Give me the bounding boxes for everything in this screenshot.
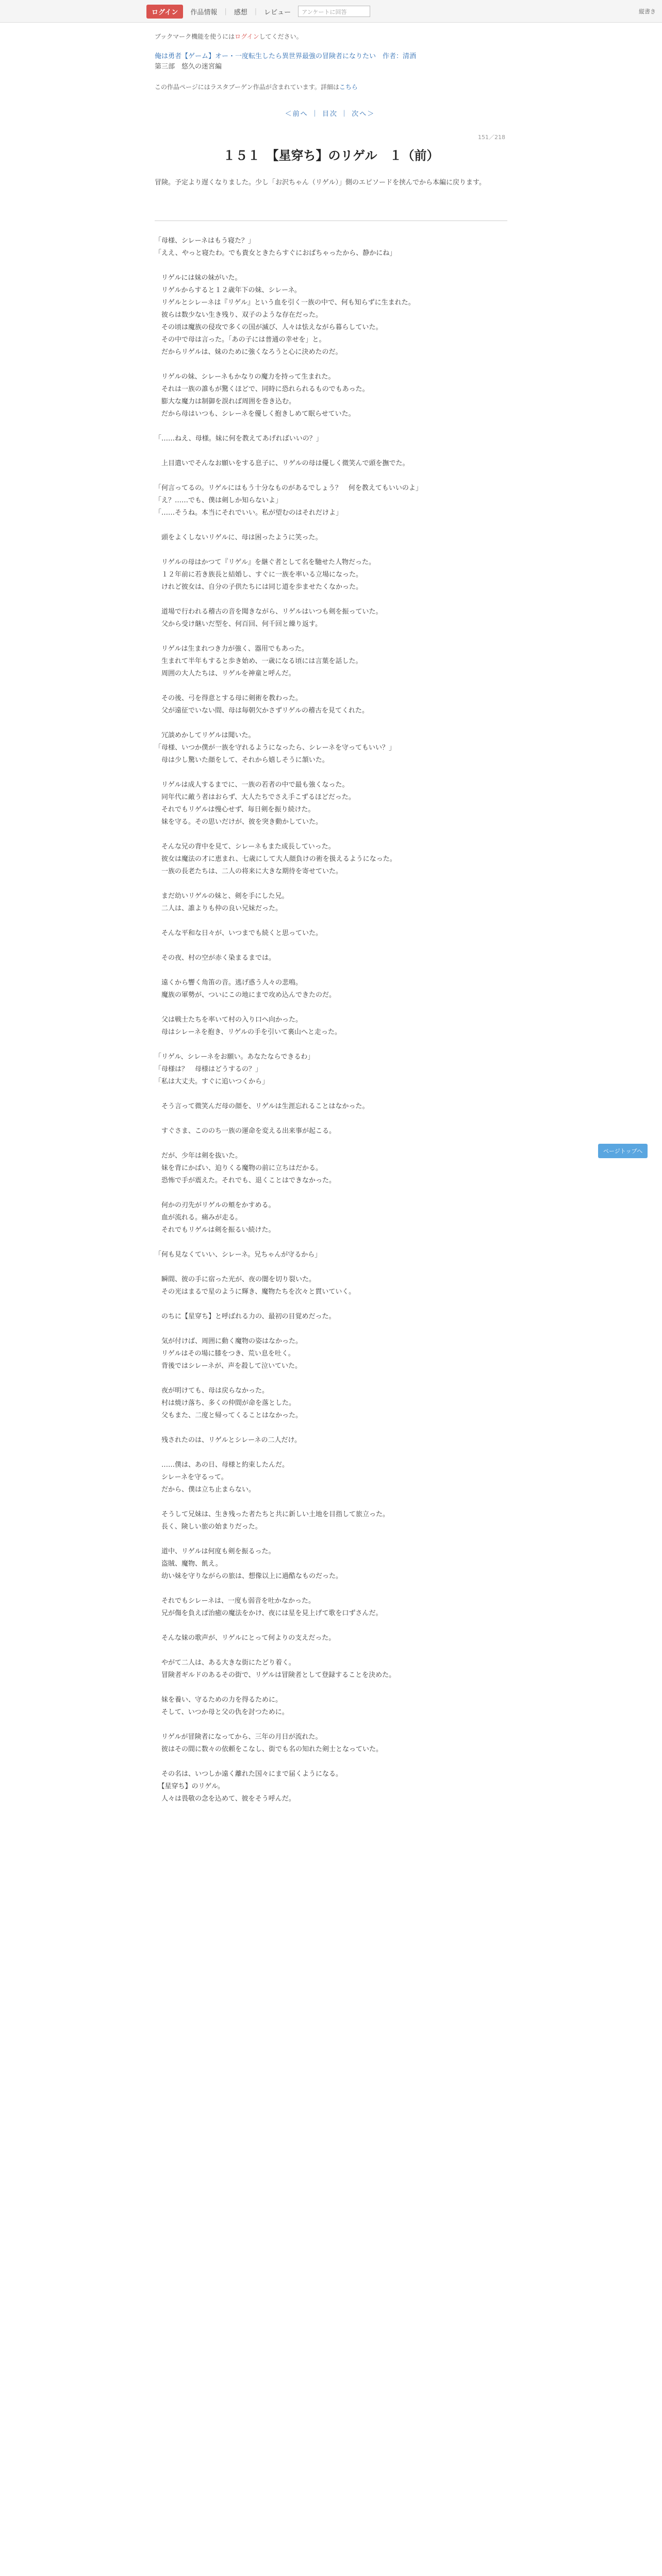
body-paragraph: 「……ねえ、母様。妹に何を教えてあげればいいの？」 xyxy=(155,435,323,443)
blank-line xyxy=(155,544,507,556)
body-paragraph: 一族の長老たちは、二人の将来に大きな期待を寄せていた。 xyxy=(155,868,343,875)
body-paragraph: １２年前に若き族長と結婚し、すぐに一族を率いる立場になった。 xyxy=(155,571,363,579)
body-paragraph: そんな平和な日々が、いつまでも続くと思っていた。 xyxy=(155,929,323,937)
body-paragraph: 生まれて半年もすると歩き始め、一歳になる頃には言葉を話した。 xyxy=(155,657,362,665)
nav-link-impressions[interactable]: 感想 xyxy=(234,8,247,16)
body-paragraph: リゲルが冒険者になってから、三年の月日が流れた。 xyxy=(155,1733,322,1741)
blank-line xyxy=(155,445,507,457)
content-warning-text: この作品ページにはラスタブーゲン作品が含まれています。詳細は xyxy=(155,83,339,91)
blank-line xyxy=(155,940,507,952)
blank-line xyxy=(155,717,507,730)
blank-line xyxy=(155,1261,507,1274)
body-paragraph: けれど彼女は、自分の子供たちには同じ道を歩ませたくなかった。 xyxy=(155,583,363,591)
body-paragraph: 道場で行われる稽古の音を聞きながら、リゲルはいつも剣を振っていた。 xyxy=(155,608,383,616)
blank-line xyxy=(155,1323,507,1335)
body-paragraph: 「母様、シレーネはもう寝た？」 xyxy=(155,237,255,245)
body-paragraph: 彼はその間に数々の依頼をこなし、街でも名の知れた剣士となっていた。 xyxy=(155,1745,383,1753)
body-paragraph: それでもリゲルは剣を振るい続けた。 xyxy=(155,1226,275,1234)
chapter-body xyxy=(155,235,507,1805)
body-paragraph: 冗談めかしてリゲルは聞いた。 xyxy=(155,732,255,739)
chapter-pager xyxy=(268,108,392,118)
blank-line xyxy=(155,1422,507,1434)
body-paragraph: そんな妹の歌声が、リゲルにとって何よりの支えだった。 xyxy=(155,1634,336,1642)
body-paragraph: 父もまた、二度と帰ってくることはなかった。 xyxy=(155,1412,303,1419)
body-paragraph: 妹を守る。その思いだけが、彼を突き動かしていた。 xyxy=(155,818,323,826)
body-paragraph: 道中、リゲルは何度も剣を振るった。 xyxy=(155,1548,275,1555)
blank-line xyxy=(155,915,507,927)
body-paragraph: リゲルの妹、シレーネもかなりの魔力を持って生まれた。 xyxy=(155,373,335,381)
blank-line xyxy=(155,1187,507,1199)
blank-line xyxy=(155,1719,507,1731)
body-paragraph: 村は焼け落ち、多くの仲間が命を落とした。 xyxy=(155,1399,296,1407)
body-paragraph: 「私は大丈夫。すぐに追いつくから」 xyxy=(155,1078,269,1086)
body-paragraph: 「……そうね。本当にそれでいい。私が望むのはそれだけよ」 xyxy=(155,509,343,517)
chapter-counter: 151／218 xyxy=(478,134,505,141)
blank-line xyxy=(155,828,507,841)
body-paragraph: 母はシレーネを抱き、リゲルの手を引いて裏山へと走った。 xyxy=(155,1028,341,1036)
body-paragraph: 幼い妹を守りながらの旅は、想像以上に過酷なものだった。 xyxy=(155,1572,343,1580)
body-paragraph: まだ幼いリゲルの妹と、剣を手にした兄。 xyxy=(155,892,289,900)
body-paragraph: 冒険者ギルドのあるその街で、リゲルは冒険者として登録することを決めた。 xyxy=(155,1671,396,1679)
body-paragraph: 彼らは数少ない生き残り、双子のような存在だった。 xyxy=(155,311,323,319)
body-paragraph: 長く、険しい旅の始まりだった。 xyxy=(155,1523,262,1531)
nav-separator: | xyxy=(224,7,227,15)
story-header xyxy=(155,52,516,72)
body-paragraph: 気が付けば、周囲に動く魔物の姿はなかった。 xyxy=(155,1337,303,1345)
body-paragraph: 「何言ってるの。リゲルにはもう十分なものがあるでしょう？ 何を教えてもいいのよ」 xyxy=(155,484,422,492)
body-paragraph: リゲルとシレーネは『リゲル』という血を引く一族の中で、何も知らずに生まれた。 xyxy=(155,299,415,307)
page-top-button[interactable]: ページトップへ xyxy=(598,1144,648,1158)
story-title-link[interactable]: 俺は勇者【ゲーム】オー・一度転生したら異世界最強の冒険者になりたい 作者： xyxy=(155,53,403,60)
blank-line xyxy=(155,767,507,779)
body-paragraph: 二人は、誰よりも仲の良い兄妹だった。 xyxy=(155,905,283,912)
blank-line xyxy=(155,964,507,977)
body-paragraph: 残されたのは、リゲルとシレーネの二人だけ。 xyxy=(155,1436,301,1444)
blank-line xyxy=(155,1620,507,1632)
body-paragraph: 「リゲル、シレーネをお願い。あなたならできるわ」 xyxy=(155,1053,315,1061)
vertical-writing-toggle[interactable]: 縦書き xyxy=(639,8,656,15)
prev-chapter-link[interactable]: ＜前へ xyxy=(285,110,308,118)
body-paragraph: 同年代に敵う者はおらず、大人たちでさえ手こずるほどだった。 xyxy=(155,793,355,801)
notice-login-link[interactable]: ログイン xyxy=(235,33,259,40)
body-paragraph: だが、少年は剣を抜いた。 xyxy=(155,1152,242,1160)
body-paragraph: その中で母は言った。「あの子には普通の幸せを」と。 xyxy=(155,336,326,344)
body-paragraph: 血が流れる。痛みが走る。 xyxy=(155,1214,242,1222)
body-paragraph: 魔族の軍勢が、ついにこの地にまで攻め込んできたのだ。 xyxy=(155,991,336,999)
blank-line xyxy=(155,470,507,482)
chapter-preface: 冒険。予定より遅くなりました。少し「お沢ちゃん（リゲル）」側のエピソードを挟んでから本編に戻ります。 xyxy=(155,179,486,187)
body-paragraph: 周囲の大人たちは、リゲルを神童と呼んだ。 xyxy=(155,670,295,677)
body-paragraph: それでもシレーネは、一度も弱音を吐かなかった。 xyxy=(155,1597,316,1605)
body-paragraph: 「何も見なくていい、シレーネ。兄ちゃんが守るから」 xyxy=(155,1251,322,1259)
body-paragraph: だから、僕は立ち止まらない。 xyxy=(155,1486,256,1494)
blank-line xyxy=(155,1088,507,1100)
blank-line xyxy=(155,1583,507,1595)
content-warning-link[interactable]: こちら xyxy=(339,83,358,91)
body-paragraph: その夜、村の空が赤く染まるまでは。 xyxy=(155,954,276,962)
body-paragraph: その後、弓を得意とする母に剣術を教わった。 xyxy=(155,694,302,702)
body-paragraph: そうして兄妹は、生き残った者たちと共に新しい土地を目指して旅立った。 xyxy=(155,1511,390,1518)
blank-line xyxy=(155,1372,507,1385)
body-paragraph: 「え？……でも、僕は剣しか知らないよ」 xyxy=(155,497,283,504)
blank-line xyxy=(155,1039,507,1051)
blank-line xyxy=(155,1496,507,1509)
body-paragraph: やがて二人は、ある大きな街にたどり着く。 xyxy=(155,1659,295,1667)
bookmark-notice xyxy=(155,32,303,41)
body-paragraph: 遠くから響く角笛の音。逃げ惑う人々の悲鳴。 xyxy=(155,979,303,987)
notice-post-text: してください。 xyxy=(259,33,303,40)
notice-pre-text: ブックマーク機能を使うには xyxy=(155,33,235,40)
body-paragraph: その頃は魔族の侵攻で多くの国が滅び、人々は怯えながら暮らしていた。 xyxy=(155,324,383,331)
body-paragraph: 夜が明けても、母は戻らなかった。 xyxy=(155,1387,269,1395)
blank-line xyxy=(155,1236,507,1249)
body-paragraph: 背後ではシレーネが、声を殺して泣いていた。 xyxy=(155,1362,302,1370)
body-paragraph: 妹を養い、守るための力を得るために。 xyxy=(155,1696,283,1704)
story-title-line xyxy=(155,52,516,62)
blank-line xyxy=(155,1138,507,1150)
body-paragraph: そして、いつか母と父の仇を討つために。 xyxy=(155,1708,289,1716)
blank-line xyxy=(155,1645,507,1657)
nav-link-info[interactable]: 作品情報 xyxy=(190,8,218,16)
body-paragraph: シレーネを守るって。 xyxy=(155,1473,228,1481)
body-paragraph: リゲルは成人するまでに、一族の若者の中で最も強くなった。 xyxy=(155,781,349,789)
pager-separator: ｜ xyxy=(341,110,349,118)
body-paragraph: 妹を背にかばい、迫りくる魔物の前に立ちはだかる。 xyxy=(155,1164,323,1172)
next-chapter-link[interactable]: 次へ＞ xyxy=(352,110,375,118)
body-paragraph: 膨大な魔力は制御を誤れば周囲を巻き込む。 xyxy=(155,398,296,405)
blank-line xyxy=(155,1298,507,1311)
body-paragraph: 父が遠征でいない間、母は毎朝欠かさずリゲルの稽古を見てくれた。 xyxy=(155,707,369,715)
author-link[interactable]: 清酒 xyxy=(403,53,417,60)
body-paragraph: すぐさま、こののち一族の運命を変える出来事が起こる。 xyxy=(155,1127,336,1135)
body-paragraph: リゲルの母はかつて『リゲル』を継ぐ者として名を馳せた人物だった。 xyxy=(155,558,375,566)
blank-line xyxy=(155,1756,507,1768)
body-paragraph: だから母はいつも、シレーネを優しく抱きしめて眠らせていた。 xyxy=(155,410,355,418)
body-paragraph: のちに【星穿ち】と呼ばれる力の、最初の目覚めだった。 xyxy=(155,1313,336,1320)
body-paragraph: 恐怖で手が震えた。それでも、退くことはできなかった。 xyxy=(155,1177,336,1184)
blank-line xyxy=(155,1113,507,1125)
body-paragraph: 【星穿ち】のリゲル。 xyxy=(155,1783,224,1790)
blank-line xyxy=(155,260,507,272)
body-paragraph: 兄が傷を負えば治癒の魔法をかけ、夜には星を見上げて歌を口ずさんだ。 xyxy=(155,1609,383,1617)
table-of-contents-link[interactable]: 目次 xyxy=(322,110,338,118)
blank-line xyxy=(155,1682,507,1694)
login-button[interactable]: ログイン xyxy=(146,5,183,19)
body-paragraph: 母は少し驚いた顔をして、それから嬉しそうに頷いた。 xyxy=(155,756,329,764)
body-paragraph: 彼女は魔法の才に恵まれ、七歳にして大人顔負けの術を扱えるようになった。 xyxy=(155,855,396,863)
body-paragraph: リゲルはその場に膝をつき、荒い息を吐く。 xyxy=(155,1350,295,1358)
blank-line xyxy=(155,631,507,643)
body-paragraph: リゲルからすると１２歳年下の妹、シレーネ。 xyxy=(155,286,301,294)
body-paragraph: 何かの刃先がリゲルの頬をかすめる。 xyxy=(155,1201,275,1209)
top-nav xyxy=(146,0,370,23)
body-paragraph: 父から受け継いだ型を、何百回、何千回と繰り返す。 xyxy=(155,620,322,628)
survey-input[interactable]: アンケートに回答 xyxy=(298,6,370,17)
blank-line xyxy=(155,1533,507,1546)
body-paragraph: それでもリゲルは慢心せず、毎日剣を振り続けた。 xyxy=(155,806,315,814)
body-paragraph: その名は、いつしか遠く離れた国々にまで届くようになる。 xyxy=(155,1770,343,1778)
body-paragraph: 頭をよくしないリゲルに、母は困ったように笑った。 xyxy=(155,534,322,541)
blank-line xyxy=(155,1447,507,1459)
body-paragraph: 「母様は？ 母様はどうするの？」 xyxy=(155,1065,262,1073)
blank-line xyxy=(155,680,507,692)
series-line: 第三部 悠久の迷宮編 xyxy=(155,63,222,71)
blank-line xyxy=(155,594,507,606)
nav-link-review[interactable]: レビュー xyxy=(264,8,291,16)
body-paragraph: ……僕は、あの日、母様と約束したんだ。 xyxy=(155,1461,289,1469)
body-paragraph: 人々は畏敬の念を込めて、彼をそう呼んだ。 xyxy=(155,1795,295,1803)
body-paragraph: そう言って微笑んだ母の顔を、リゲルは生涯忘れることはなかった。 xyxy=(155,1103,369,1110)
blank-line xyxy=(155,519,507,532)
body-paragraph: その光はまるで星のように輝き、魔物たちを次々と貫いていく。 xyxy=(155,1288,356,1296)
pager-separator: ｜ xyxy=(311,110,319,118)
body-paragraph: 父は戦士たちを率いて村の入り口へ向かった。 xyxy=(155,1016,303,1024)
body-paragraph: そんな兄の背中を見て、シレーネもまた成長していった。 xyxy=(155,843,335,851)
body-paragraph: それは一族の誰もが驚くほどで、同時に恐れられるものでもあった。 xyxy=(155,385,369,393)
blank-line xyxy=(155,359,507,371)
body-paragraph: リゲルには妹の妹がいた。 xyxy=(155,274,242,282)
top-navigation-bar xyxy=(0,0,662,23)
blank-line xyxy=(155,878,507,890)
body-paragraph: 盗賊、魔物、飢え。 xyxy=(155,1560,222,1568)
nav-separator: | xyxy=(254,7,257,15)
body-paragraph: 「ええ、やっと寝たわ。でも貴女ときたらすぐにおばちゃったから、静かにね」 xyxy=(155,249,396,257)
body-paragraph: 上目遣いでそんなお願いをする息子に、リゲルの母は優しく微笑んで頭を撫でた。 xyxy=(155,460,409,467)
blank-line xyxy=(155,420,507,433)
blank-line xyxy=(155,1002,507,1014)
body-paragraph: リゲルは生まれつき力が強く、器用でもあった。 xyxy=(155,645,308,653)
body-paragraph: 瞬間、彼の手に宿った光が、夜の闇を切り裂いた。 xyxy=(155,1276,316,1283)
body-paragraph: 「母様、いつか僕が一族を守れるようになったら、シレーネを守ってもいい？」 xyxy=(155,744,396,752)
body-paragraph: だからリゲルは、妹のために強くなろうと心に決めたのだ。 xyxy=(155,348,342,356)
content-warning xyxy=(155,82,358,91)
chapter-title: １５１ 【星穿ち】のリゲル １（前） xyxy=(223,148,439,163)
